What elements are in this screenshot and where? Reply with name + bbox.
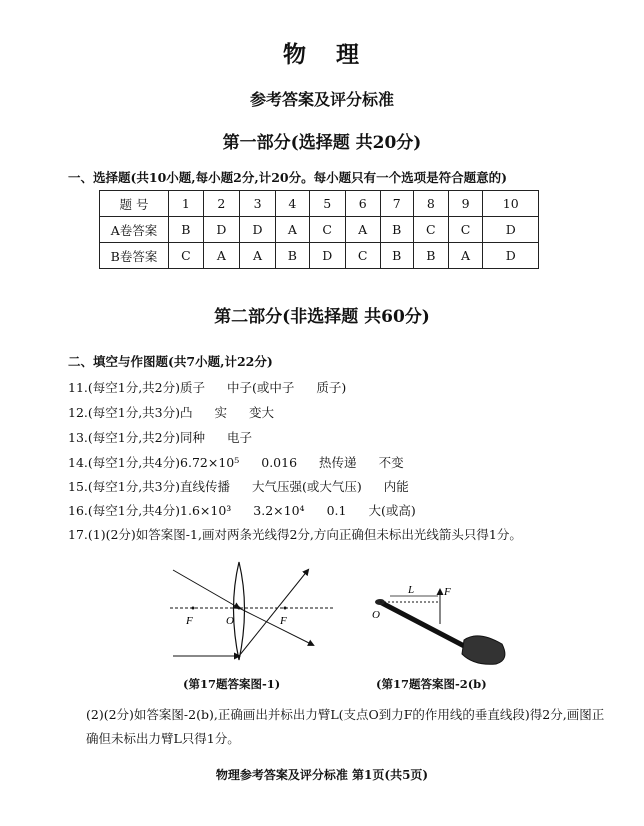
item-prefix: 11.(每空1分,共2分): [68, 380, 181, 395]
lens-ray-diagram: [168, 560, 338, 670]
question-number: 4: [276, 191, 309, 217]
answer-cell: D: [239, 217, 275, 243]
lever-arm-label: L: [408, 584, 415, 596]
question-number: 3: [239, 191, 275, 217]
answer-cell: D: [483, 243, 539, 269]
left-focus-dot: [192, 607, 195, 610]
answer-cell: D: [309, 243, 345, 269]
answer-line-17-1: 17.(1)(2分)如答案图-1,画对两条光线得2分,方向正确但未标出光线箭头只得1分。: [68, 527, 522, 542]
incident-ray-1: [173, 570, 239, 608]
shovel-blade: [462, 636, 505, 664]
answer-blank: 直线传播: [180, 479, 231, 494]
answer-line-13: [68, 428, 252, 446]
answer-line-15: [68, 477, 409, 495]
answer-blank: 凸: [180, 405, 193, 420]
shovel-handle: [380, 602, 468, 648]
force-label: F: [444, 586, 451, 598]
answer-blank: 质子): [316, 380, 347, 395]
row-label: A卷答案: [100, 217, 169, 243]
refracted-ray-1: [239, 608, 313, 645]
answer-blank: 电子: [227, 430, 253, 445]
page-footer: 物理参考答案及评分标准 第1页(共5页): [215, 768, 429, 782]
answer-line-11: [68, 378, 346, 396]
answer-cell: B: [276, 243, 309, 269]
section1-heading: 一、选择题(共10小题,每小题2分,计20分。每小题只有一个选项是符合题意的): [68, 170, 508, 185]
answer-cell: C: [448, 217, 483, 243]
page-title: 物 理: [282, 41, 361, 68]
question-number: 9: [448, 191, 483, 217]
answer-blank: 热传递: [319, 455, 357, 470]
answer-cell: C: [345, 243, 380, 269]
answer-table: [99, 190, 539, 269]
focus-label-left: F: [186, 615, 193, 627]
answer-cell: C: [413, 217, 448, 243]
section2-heading: 二、填空与作图题(共7小题,计22分): [68, 354, 273, 369]
part2-heading: 第二部分(非选择题 共60分): [214, 307, 430, 327]
focus-label-right: F: [280, 615, 287, 627]
convex-lens: [234, 562, 245, 660]
table-row: [100, 243, 539, 269]
figure2-caption: (第17题答案图-2(b): [376, 677, 487, 691]
answer-cell: A: [203, 243, 239, 269]
answer-line-14: [68, 453, 404, 471]
shovel-lever-diagram: [368, 578, 518, 668]
center-label: O: [226, 615, 234, 627]
answer-cell: B: [413, 243, 448, 269]
answer-cell: C: [169, 243, 204, 269]
answer-line-12: [68, 403, 274, 421]
answer-blank: 变大: [249, 405, 275, 420]
answer-blank: 1.6×10³: [180, 503, 232, 518]
question-number: 5: [309, 191, 345, 217]
answer-cell: D: [203, 217, 239, 243]
figure1-caption: (第17题答案图-1): [183, 677, 281, 691]
question-number: 2: [203, 191, 239, 217]
answer-cell: A: [448, 243, 483, 269]
answer-line-16: [68, 501, 416, 519]
page-subtitle: 参考答案及评分标准: [249, 90, 394, 109]
row-label: B卷答案: [100, 243, 169, 269]
answer-cell: A: [345, 217, 380, 243]
answer-cell: D: [483, 217, 539, 243]
answer-cell: A: [276, 217, 309, 243]
answer-blank: 大气压强(或大气压): [252, 479, 362, 494]
answer-blank: 内能: [383, 479, 409, 494]
answer-blank: 实: [214, 405, 228, 420]
table-header-row: [100, 191, 539, 217]
answer-blank: 0.016: [261, 455, 298, 470]
answer-blank: 中子(或中子: [227, 380, 295, 395]
item-prefix: 13.(每空1分,共2分): [68, 430, 181, 445]
question-number: 7: [380, 191, 413, 217]
answer-cell: B: [169, 217, 204, 243]
answer-cell: B: [380, 243, 413, 269]
answer-blank: 0.1: [326, 503, 347, 518]
answer-blank: 3.2×10⁴: [253, 503, 305, 518]
answer-paragraph-17-2: (2)(2分)如答案图-2(b),正确画出并标出力臂L(支点O到力F的作用线的垂直线段)得2分,画图正确但未标出力臂L只得1分。: [86, 707, 605, 746]
item-prefix: 15.(每空1分,共3分): [68, 479, 181, 494]
answer-blank: 质子: [180, 380, 206, 395]
question-number: 1: [169, 191, 204, 217]
item-prefix: 14.(每空1分,共4分): [68, 455, 181, 470]
answer-blank: 6.72×10⁵: [180, 455, 240, 470]
question-number: 8: [413, 191, 448, 217]
answer-blank: 同种: [180, 430, 206, 445]
answer-cell: B: [380, 217, 413, 243]
item-prefix: 12.(每空1分,共3分): [68, 405, 181, 420]
answer-blank: 不变: [378, 455, 404, 470]
answer-cell: A: [239, 243, 275, 269]
answer-blank: 大(或高): [368, 503, 416, 518]
question-number: 6: [345, 191, 380, 217]
table-row: [100, 217, 539, 243]
item-prefix: 16.(每空1分,共4分): [68, 503, 181, 518]
right-focus-dot: [284, 607, 287, 610]
table-header-label: 题 号: [100, 191, 169, 217]
question-number: 10: [483, 191, 539, 217]
part1-heading: 第一部分(选择题 共20分): [222, 133, 422, 153]
answer-cell: C: [309, 217, 345, 243]
pivot-label: O: [372, 609, 380, 621]
